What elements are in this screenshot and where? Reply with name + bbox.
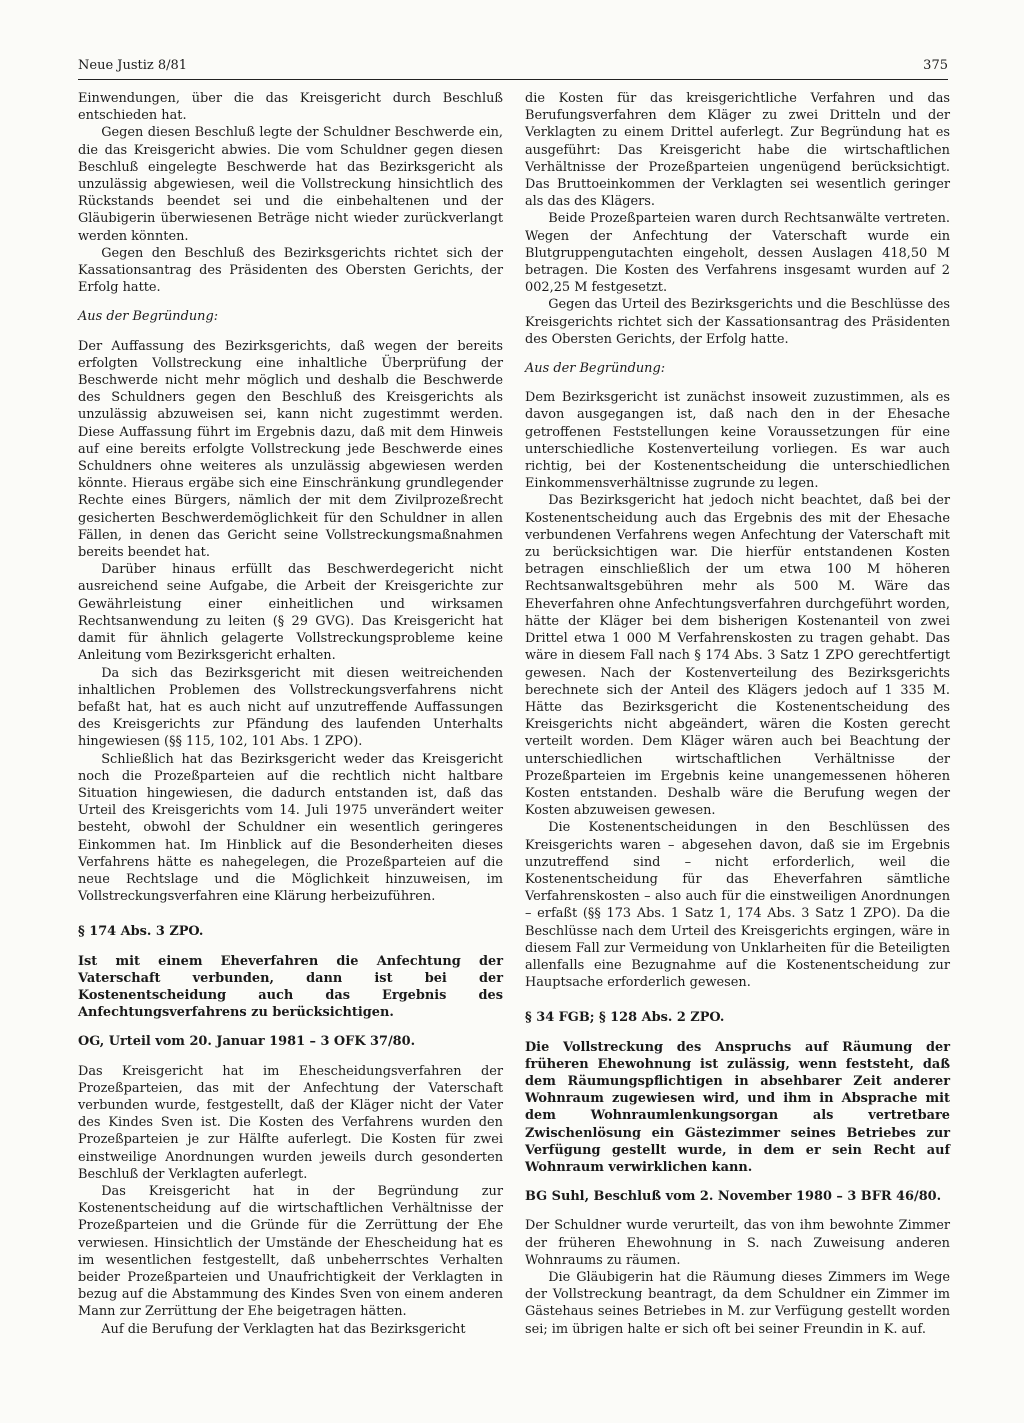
- page-header: [78, 58, 948, 74]
- paragraph: Das Kreisgericht hat in der Begründung zur Kostenentscheidung auf die wirtschaftlichen Verhältnisse der Prozeßparteien und die Gründe für die Zerrüttung der Ehe verwiesen. Hinsichtlich der Umstände der Ehescheidung hat es im wesentlichen festgestellt, daß unbeherrschtes Verhalten beider Prozeßparteien und Unaufrichtigkeit der Verklagten in bezug auf die Abstammung des Kindes Sven von einem anderen Mann zur Zerrüttung der Ehe beigetragen hätten.: [78, 1183, 503, 1320]
- headnote: Die Vollstreckung des Anspruchs auf Räumung der früheren Ehewohnung ist zulässig, wenn feststeht, daß dem Räumungspflichtigen in absehbarer Zeit anderer Wohnraum zugewiesen wird, und ihm in Absprache mit dem Wohnraumlenkungsorgan als vertretbare Zwischenlösung ein Gästezimmer seines Betriebes zur Verfügung gestellt wurde, in dem er sein Recht auf Wohnraum verwirklichen kann.: [525, 1039, 950, 1175]
- paragraph: Darüber hinaus erfüllt das Beschwerdegericht nicht ausreichend seine Aufgabe, die Arbeit der Kreisgerichte zur Gewährleistung einer einheitlichen und wirksamen Rechtsanwendung zu leiten (§ 29 GVG). Das Kreisgericht hat damit für ähnlich gelagerte Vollstreckungsprobleme keine Anleitung vom Bezirksgericht erhalten.: [78, 562, 503, 664]
- paragraph: Einwendungen, über die das Kreisgericht durch Beschluß entschieden hat.: [78, 91, 503, 124]
- right-column: [525, 90, 950, 1338]
- paragraph: Die Kostenentscheidungen in den Beschlüssen des Kreisgerichts waren – abgesehen davon, daß sie im Ergebnis unzutreffend sind – nicht erforderlich, weil die Kostenentscheidung für das Eheverfahren sämtliche Verfahrenskosten – also auch für die einstweiligen Anordnungen – erfaßt (§§ 173 Abs. 1 Satz 1, 174 Abs. 3 Satz 1 ZPO). Da die Beschlüsse nach dem Urteil des Kreisgerichts ergingen, wäre in diesem Fall zur Vermeidung von Unklarheiten für die Beteiligten allenfalls eine Bezugnahme auf die Kostenentscheidung zur Hauptsache erforderlich gewesen.: [525, 820, 950, 991]
- law-reference: § 34 FGB; § 128 Abs. 2 ZPO.: [525, 1010, 725, 1026]
- paragraph: Der Auffassung des Bezirksgerichts, daß wegen der bereits erfolgten Vollstreckung eine inhaltliche Überprüfung der Beschwerde nicht mehr möglich und deshalb die Beschwerde des Schuldners gegen den Beschluß des Kreisgerichts als unzulässig abzuweisen sei, kann nicht zugestimmt werden. Diese Auffassung führt im Ergebnis dazu, daß mit dem Hinweis auf eine bereits erfolgte Vollstreckung jede Beschwerde eines Schuldners ohne weiteres als unzulässig abgewiesen werden könnte. Hieraus ergäbe sich eine Einschränkung grundlegender Rechte eines Bürgers, nämlich der mit dem Zivilprozeßrecht gesicherten Beschwerdemöglichkeit für den Schuldner in allen Fällen, in denen das Gericht seine Vollstreckungsmaßnahmen bereits beendet hat.: [78, 338, 503, 561]
- case-citation: OG, Urteil vom 20. Januar 1981 – 3 OFK 37/80.: [78, 1034, 416, 1050]
- paragraph: Schließlich hat das Bezirksgericht weder das Kreisgericht noch die Prozeßparteien auf die rechtlich nicht haltbare Situation hingewiesen, die dadurch entstanden ist, daß das Urteil des Kreisgerichts vom 14. Juli 1975 unverändert weiter besteht, obwohl der Schuldner ein wesentlich geringeres Einkommen hat. Im Hinblick auf die Besonderheiten dieses Verfahrens hätte es nahegelegen, die Prozeßparteien auf die neue Rechtslage und die Möglichkeit hinzuweisen, im Vollstreckungsverfahren eine Klärung herbeizuführen.: [78, 751, 503, 905]
- paragraph: Gegen den Beschluß des Bezirksgerichts richtet sich der Kassationsantrag des Präsidenten des Obersten Gerichts, der Erfolg hatte.: [78, 245, 503, 296]
- headnote: Ist mit einem Eheverfahren die Anfechtung der Vaterschaft verbunden, dann ist bei der Kostenentscheidung auch das Ergebnis des Anfechtungsverfahrens zu berücksichtigen.: [78, 953, 503, 1021]
- paragraph: Der Schuldner wurde verurteilt, das von ihm bewohnte Zimmer der früheren Ehewohnung in S. nach Zuweisung anderen Wohnraums zu räumen.: [525, 1218, 950, 1268]
- paragraph: Gegen diesen Beschluß legte der Schuldner Beschwerde ein, die das Kreisgericht abwies. Die vom Schuldner gegen diesen Beschluß eingelegte Beschwerde hat das Bezirksgericht als unzulässig abgewiesen, weil die Vollstreckung hinsichtlich des Rückstands beendet sei und die einbehaltenen und der Gläubigerin überwiesenen Beträge nicht wieder zurückverlangt werden könnten.: [78, 125, 503, 244]
- header-rule: [78, 79, 948, 80]
- paragraph: Dem Bezirksgericht ist zunächst insoweit zuzustimmen, als es davon ausgegangen ist, daß nach den in der Ehesache getroffenen Feststellungen keine Voraussetzungen für eine unterschiedliche Kostenverteilung vorliegen. Es war auch richtig, bei der Kostenentscheidung die unterschiedlichen Einkommensverhältnisse zugrunde zu legen.: [525, 390, 950, 492]
- case-citation: BG Suhl, Beschluß vom 2. November 1980 – 3 BFR 46/80.: [525, 1189, 942, 1205]
- paragraph: Auf die Berufung der Verklagten hat das Bezirksgericht: [101, 1321, 466, 1337]
- paragraph: die Kosten für das kreisgerichtliche Verfahren und das Berufungsverfahren dem Kläger zu zwei Dritteln und der Verklagten zu einem Drittel auferlegt. Zur Begründung hat es ausgeführt: Das Kreisgericht habe die wirtschaftlichen Verhältnisse der Prozeßparteien ungenügend berücksichtigt. Das Bruttoeinkommen der Verklagten sei wesentlich geringer als das des Klägers.: [525, 91, 950, 210]
- reasons-heading: Aus der Begründung:: [78, 309, 219, 325]
- journal-title: Neue Justiz 8/81: [78, 58, 188, 73]
- paragraph: Die Gläubigerin hat die Räumung dieses Zimmers im Wege der Vollstreckung beantragt, da dem Schuldner ein Zimmer im Gästehaus seines Betriebes in M. zur Verfügung gestellt worden sei; im übrigen halte er sich oft bei seiner Freundin in K. auf.: [525, 1270, 950, 1337]
- paragraph: Gegen das Urteil des Bezirksgerichts und die Beschlüsse des Kreisgerichts richtet sich der Kassationsantrag des Präsidenten des Obersten Gerichts, der Erfolg hatte.: [525, 297, 950, 347]
- paragraph: Da sich das Bezirksgericht mit diesen weitreichenden inhaltlichen Problemen des Vollstreckungsverfahrens nicht befaßt hat, hat es auch nicht auf unzutreffende Auffassungen des Kreisgerichts zur Pfändung des laufenden Unterhalts hingewiesen (§§ 115, 102, 101 Abs. 1 ZPO).: [78, 665, 503, 750]
- law-reference: § 174 Abs. 3 ZPO.: [78, 924, 204, 940]
- left-column: [78, 90, 503, 1338]
- paragraph: Das Bezirksgericht hat jedoch nicht beachtet, daß bei der Kostenentscheidung auch das Ergebnis des mit der Ehesache verbundenen Verfahrens wegen Anfechtung der Vaterschaft mit zu berücksichtigen war. Die hierfür entstandenen Kosten betragen einschließlich der um etwa 100 M höheren Rechtsanwaltsgebühren mehr als 500 M. Wäre das Eheverfahren ohne Anfechtungsverfahren durchgeführt worden, hätte der Kläger bei dem bisherigen Kostenanteil von zwei Drittel etwa 1 000 M Verfahrenskosten zu tragen gehabt. Das wäre in diesem Fall nach § 174 Abs. 3 Satz 1 ZPO gerechtfertigt gewesen. Nach der Kostenverteilung des Bezirksgerichts berechnete sich der Anteil des Klägers jedoch auf 1 335 M. Hätte das Bezirksgericht die Kostenentscheidung des Kreisgerichts nicht abgeändert, wären die Kosten gerecht verteilt worden. Dem Kläger wären auch bei Beachtung der unterschiedlichen wirtschaftlichen Verhältnisse der Prozeßparteien im Ergebnis keine unangemessenen höheren Kosten entstanden. Deshalb wäre die Berufung wegen der Kosten abzuweisen gewesen.: [525, 493, 950, 819]
- page-number: 375: [923, 58, 948, 73]
- paragraph: Beide Prozeßparteien waren durch Rechtsanwälte vertreten. Wegen der Anfechtung der Vaterschaft wurde ein Blutgruppengutachten eingeholt, dessen Auslagen 418,50 M betragen. Die Kosten des Verfahrens insgesamt wurden auf 2 002,25 M festgesetzt.: [525, 211, 950, 296]
- reasons-heading: Aus der Begründung:: [525, 361, 666, 377]
- paragraph: Das Kreisgericht hat im Ehescheidungsverfahren der Prozeßparteien, das mit der Anfechtung der Vaterschaft verbunden wurde, festgestellt, daß der Kläger nicht der Vater des Kindes Sven ist. Die Kosten des Verfahrens wurden den Prozeßparteien je zur Hälfte auferlegt. Die Kosten für zwei einstweilige Anordnungen wurden jeweils durch gesonderten Beschluß der Verklagten auferlegt.: [78, 1063, 503, 1182]
